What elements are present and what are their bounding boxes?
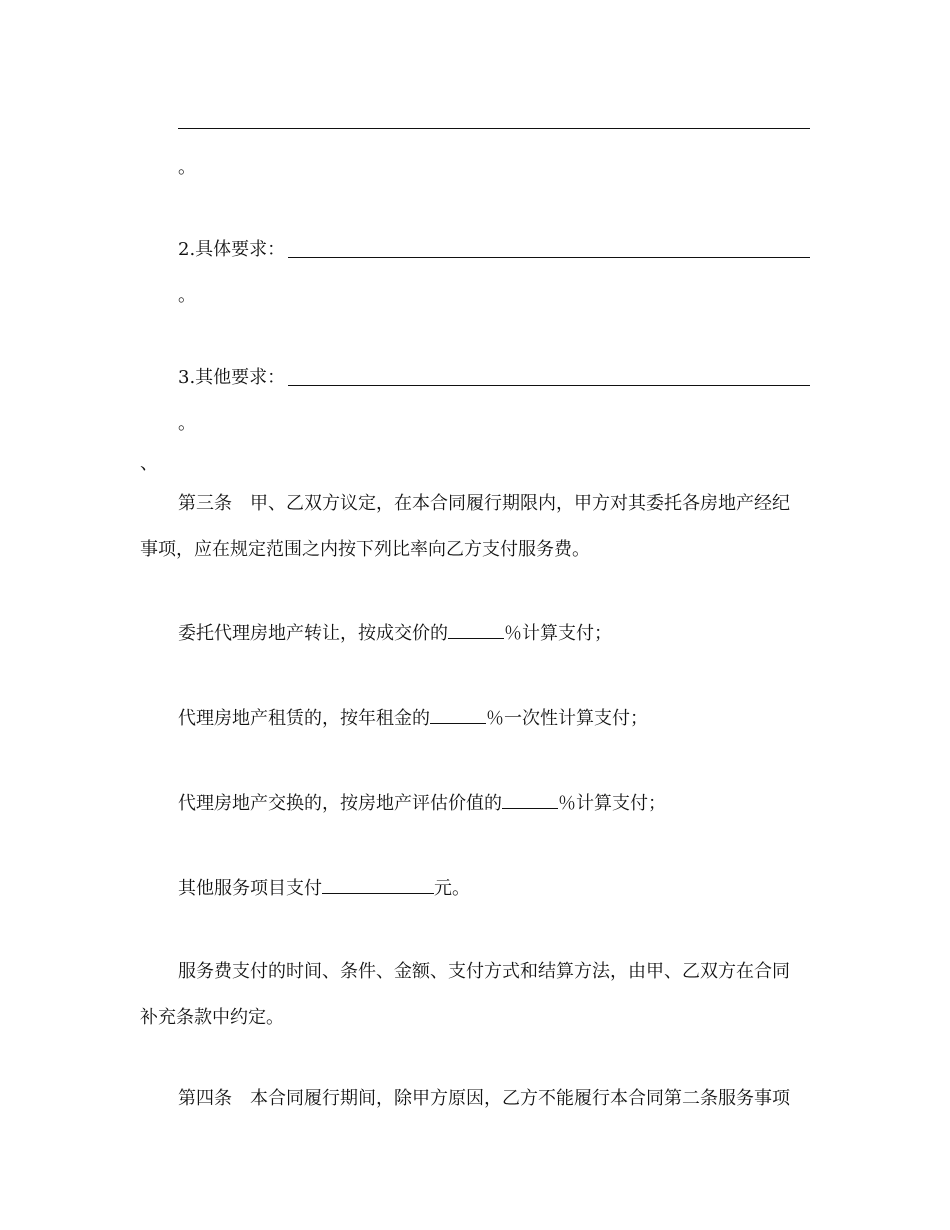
item3-label: 3.其他要求： [178,367,286,388]
item2-end-mark: 。 [178,285,196,306]
item3-end-mark: 。 [178,413,196,434]
article3-line2: 事项，应在规定范围之内按下列比率向乙方支付服务费。 [140,539,590,560]
payment-terms-line1: 服务费支付的时间、条件、金额、支付方式和结算方法，由甲、乙双方在合同 [178,961,790,982]
transfer-fee-line [178,620,612,646]
lease-rate-blank [430,705,486,724]
lease-fee-line [178,705,648,731]
payment-terms-line2: 补充条款中约定。 [140,1007,284,1028]
item3-fill-line [288,385,810,386]
item2-label: 2.具体要求： [178,239,286,260]
other-fee-line [178,875,470,901]
other-fee-text: 其他服务项目支付 [178,878,322,899]
article3-line1: 第三条 甲、乙双方议定，在本合同履行期限内，甲方对其委托各房地产经纪 [178,493,790,514]
item2-fill-line [288,257,810,258]
lease-fee-text: 代理房地产租赁的，按年租金的 [178,708,430,729]
transfer-rate-blank [448,620,504,639]
lease-fee-suffix: ％一次性计算支付； [486,708,648,729]
item1-fill-line [178,128,810,129]
transfer-fee-suffix: ％计算支付； [504,623,612,644]
exchange-fee-line [178,790,666,816]
other-fee-suffix: 元。 [434,878,470,899]
exchange-fee-suffix: ％计算支付； [558,793,666,814]
stray-mark: 、 [140,453,158,474]
exchange-fee-text: 代理房地产交换的，按房地产评估价值的 [178,793,502,814]
other-amount-blank [322,875,434,894]
item1-end-mark: 。 [178,157,196,178]
exchange-rate-blank [502,790,558,809]
article4-line1: 第四条 本合同履行期间，除甲方原因，乙方不能履行本合同第二条服务事项 [178,1088,790,1109]
transfer-fee-text: 委托代理房地产转让，按成交价的 [178,623,448,644]
